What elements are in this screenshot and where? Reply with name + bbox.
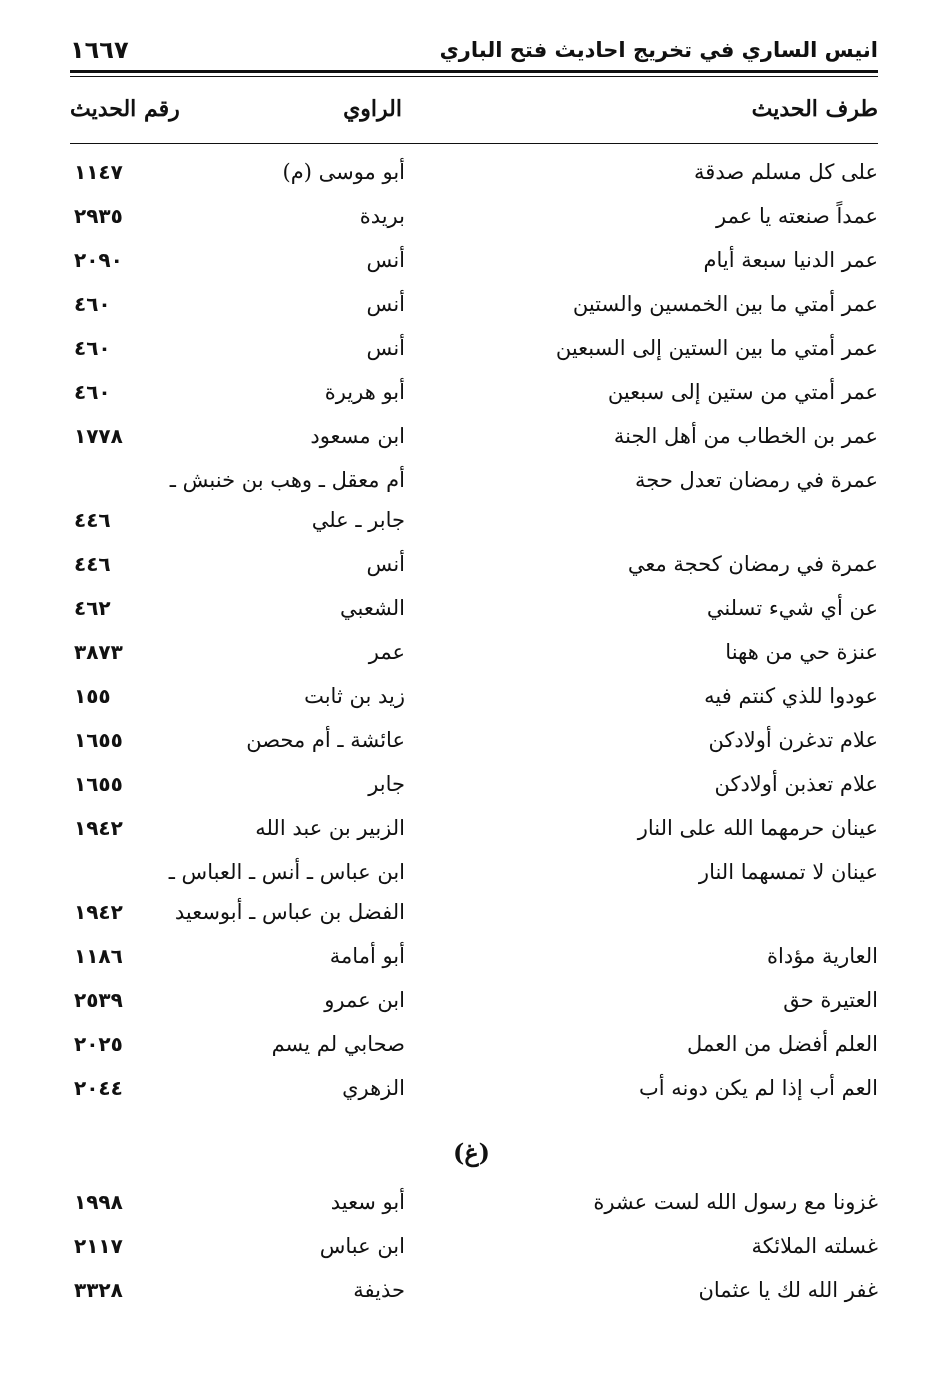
hadith-number: ٤٦٠ [74, 292, 111, 316]
table-row [70, 944, 878, 980]
narrator-text: أنس [366, 292, 405, 316]
narrator-text: أبو سعيد [330, 1190, 405, 1214]
table-row [70, 684, 878, 720]
table-row [70, 640, 878, 676]
table-row [70, 1190, 878, 1226]
hadith-text: علام تدغرن أولادكن [708, 728, 878, 752]
column-header-number: رقم الحديث [70, 96, 180, 122]
table-row [70, 248, 878, 284]
narrator-text: الزهري [342, 1076, 405, 1100]
hadith-number: ٤٤٦ [74, 552, 111, 576]
hadith-text: عمرة في رمضان كحجة معي [627, 552, 878, 576]
table-row [70, 336, 878, 372]
narrator-text: أبو هريرة [324, 380, 405, 404]
narrator-text: أنس [366, 552, 405, 576]
column-header-hadith: طرف الحديث [751, 96, 878, 122]
hadith-text: عمر أمتي ما بين الستين إلى السبعين [555, 336, 878, 360]
column-header-rule [70, 143, 878, 144]
hadith-number: ٤٦٠ [74, 380, 111, 404]
narrator-text: عائشة ـ أم محصن [246, 728, 405, 752]
page-number: ١٦٦٧ [70, 36, 129, 64]
narrator-text: أنس [366, 336, 405, 360]
narrator-text: جابر [368, 772, 405, 796]
hadith-text: العارية مؤداة [767, 944, 878, 968]
table-row [70, 772, 878, 808]
section-heading-ghain: (غ) [452, 1138, 491, 1167]
narrator-text: أبو أمامة [329, 944, 405, 968]
table-row [70, 380, 878, 416]
table-row [70, 424, 878, 460]
page-header [70, 38, 878, 70]
hadith-text: العتيرة حق [783, 988, 878, 1012]
table-row [70, 728, 878, 764]
table-row [70, 160, 878, 196]
table-row [70, 468, 878, 504]
table-row [70, 552, 878, 588]
hadith-text: عينان لا تمسهما النار [698, 860, 878, 884]
hadith-text: العلم أفضل من العمل [687, 1032, 878, 1056]
hadith-text: غفر الله لك يا عثمان [698, 1278, 878, 1302]
hadith-number: ٣٣٢٨ [74, 1278, 123, 1302]
hadith-number: ١٧٧٨ [74, 424, 123, 448]
table-row [70, 816, 878, 852]
hadith-text: غسلته الملائكة [751, 1234, 878, 1258]
hadith-text: عنزة حي من ههنا [725, 640, 878, 664]
table-row [70, 988, 878, 1024]
hadith-number: ٢٥٣٩ [74, 988, 123, 1012]
narrator-text: أبو موسى (م) [282, 160, 405, 184]
table-row [70, 596, 878, 632]
hadith-text: علام تعذبن أولادكن [714, 772, 878, 796]
header-rule-thick [70, 70, 878, 73]
hadith-number: ١٩٤٢ [74, 900, 123, 924]
hadith-text: على كل مسلم صدقة [694, 160, 878, 184]
narrator-text: أم معقل ـ وهب بن خنبش ـ [169, 468, 405, 492]
hadith-number: ٤٦٠ [74, 336, 111, 360]
hadith-number: ٢٠٤٤ [74, 1076, 123, 1100]
hadith-number: ٤٦٢ [74, 596, 111, 620]
hadith-number: ١٩٩٨ [74, 1190, 123, 1214]
hadith-text: عمداً صنعته يا عمر [716, 204, 878, 228]
table-row [70, 1278, 878, 1314]
table-row [70, 292, 878, 328]
hadith-text: غزونا مع رسول الله لست عشرة [593, 1190, 878, 1214]
narrator-text: ابن عباس ـ أنس ـ العباس ـ [168, 860, 405, 884]
hadith-text: عمرة في رمضان تعدل حجة [635, 468, 878, 492]
narrator-text: عمر [368, 640, 405, 664]
narrator-text: الشعبي [340, 596, 405, 620]
table-row [70, 1032, 878, 1068]
hadith-text: عودوا للذي كنتم فيه [704, 684, 878, 708]
narrator-text: الفضل بن عباس ـ أبوسعيد [174, 900, 405, 924]
hadith-number: ١٦٥٥ [74, 728, 123, 752]
hadith-number: ١١٤٧ [74, 160, 123, 184]
hadith-text: العم أب إذا لم يكن دونه أب [638, 1076, 878, 1100]
hadith-text: عمر أمتي ما بين الخمسين والستين [572, 292, 878, 316]
hadith-number: ٢٠٩٠ [74, 248, 123, 272]
header-rule-thin [70, 76, 878, 77]
table-row [70, 1234, 878, 1270]
narrator-text: صحابي لم يسم [271, 1032, 405, 1056]
narrator-text: أنس [366, 248, 405, 272]
narrator-text: ابن عباس [319, 1234, 405, 1258]
narrator-text: ابن مسعود [310, 424, 405, 448]
table-row [70, 860, 878, 896]
hadith-text: عمر الدنيا سبعة أيام [703, 248, 878, 272]
hadith-number: ٢٠٢٥ [74, 1032, 123, 1056]
hadith-text: عينان حرمهما الله على النار [637, 816, 878, 840]
narrator-text: زيد بن ثابت [304, 684, 405, 708]
narrator-text: الزبير بن عبد الله [255, 816, 405, 840]
hadith-number: ١٦٥٥ [74, 772, 123, 796]
narrator-text: جابر ـ علي [311, 508, 405, 532]
narrator-text: حذيفة [353, 1278, 405, 1302]
hadith-number: ١٩٤٢ [74, 816, 123, 840]
hadith-number: ٢١١٧ [74, 1234, 123, 1258]
column-headers [70, 96, 878, 132]
table-row [70, 1076, 878, 1112]
hadith-number: ١٥٥ [74, 684, 111, 708]
hadith-text: عمر بن الخطاب من أهل الجنة [613, 424, 878, 448]
book-title: انيس الساري في تخريج احاديث فتح الباري [439, 38, 878, 62]
hadith-number: ٣٨٧٣ [74, 640, 123, 664]
hadith-number: ٢٩٣٥ [74, 204, 123, 228]
hadith-text: عمر أمتي من ستين إلى سبعين [607, 380, 878, 404]
hadith-number: ١١٨٦ [74, 944, 123, 968]
hadith-number: ٤٤٦ [74, 508, 111, 532]
table-row [70, 204, 878, 240]
narrator-text: ابن عمرو [324, 988, 405, 1012]
hadith-text: عن أي شيء تسلني [706, 596, 878, 620]
table-row [70, 900, 878, 936]
column-header-narrator: الراوي [343, 96, 402, 122]
table-row [70, 508, 878, 544]
narrator-text: بريدة [359, 204, 405, 228]
